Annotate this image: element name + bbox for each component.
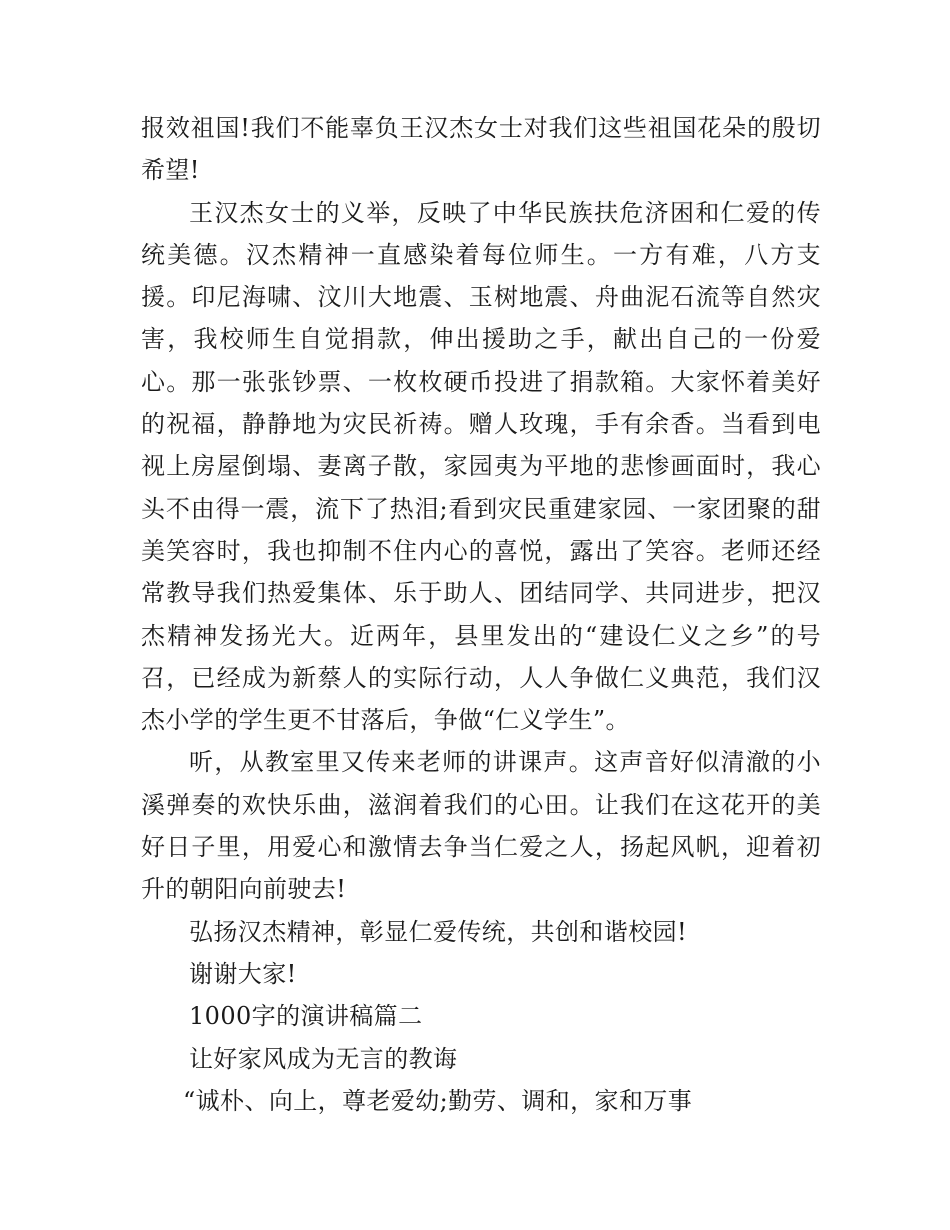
document-body <box>141 107 821 1122</box>
paragraph-continuation: 报效祖国!我们不能辜负王汉杰女士对我们这些祖国花朵的殷切希望! <box>141 114 821 185</box>
quote-line: “诚朴、向上，尊老爱幼;勤劳、调和，家和万事 <box>183 1086 693 1115</box>
paragraph-classroom: 听，从教室里又传来老师的讲课声。这声音好似清澈的小溪弹奏的欢快乐曲，滋润着我们的心田。让我们在这花开的美好日子里，用爱心和激情去争当仁爱之人，扬起风帆，迎着初升的朝阳向前驶去! <box>141 748 821 904</box>
speech-title: 让好家风成为无言的教诲 <box>189 1044 458 1073</box>
section-heading: 1000字的演讲稿篇二 <box>189 1002 423 1031</box>
paragraph-charity: 王汉杰女士的义举，反映了中华民族扶危济困和仁爱的传统美德。汉杰精神一直感染着每位师生。一方有难，八方支援。印尼海啸、汶川大地震、玉树地震、舟曲泥石流等自然灾害，我校师生自觉捐款，伸出援助之手，献出自己的一份爱心。那一张张钞票、一枚枚硬币投进了捐款箱。大家怀着美好的祝福，静静地为灾民祈祷。赠人玫瑰，手有余香。当看到电视上房屋倒塌、妻离子散，家园夷为平地的悲惨画面时，我心头不由得一震，流下了热泪;看到灾民重建家园、一家团聚的甜美笑容时，我也抑制不住内心的喜悦，露出了笑容。老师还经常教导我们热爱集体、乐于助人、团结同学、共同进步，把汉杰精神发扬光大。近两年，县里发出的“建设仁义之乡”的号召，已经成为新蔡人的实际行动，人人争做仁义典范，我们汉杰小学的学生更不甘落后，争做“仁义学生”。 <box>141 198 821 735</box>
thanks-line: 谢谢大家! <box>189 959 297 988</box>
slogan-line: 弘扬汉杰精神，彰显仁爱传统，共创和谐校园! <box>189 917 688 946</box>
